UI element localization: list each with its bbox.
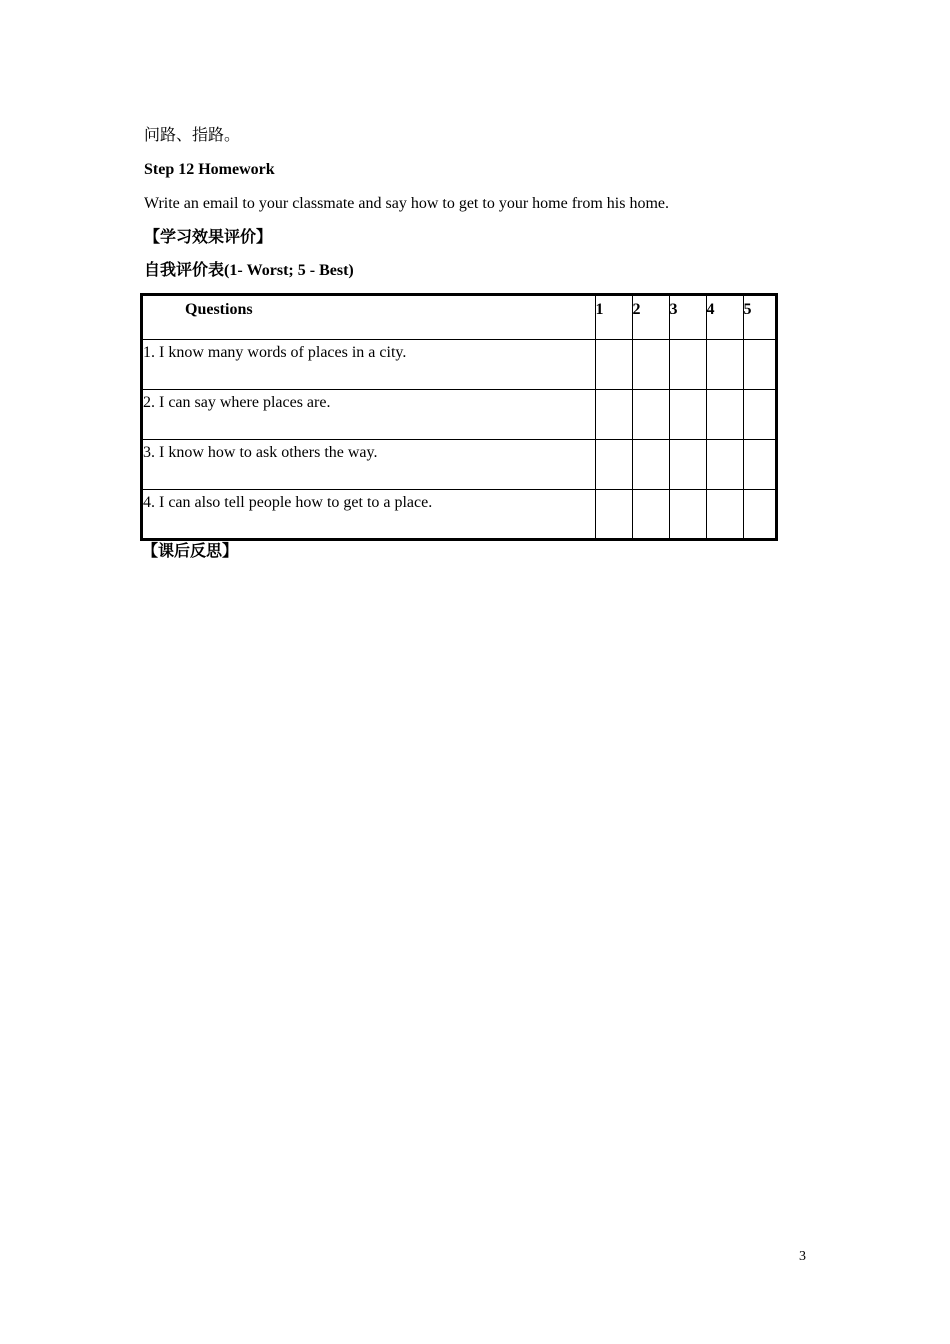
score-header-4: 4: [706, 295, 743, 339]
question-cell: 1. I know many words of places in a city.: [142, 339, 595, 389]
score-cell[interactable]: [632, 389, 669, 439]
score-cell[interactable]: [743, 489, 776, 539]
score-cell[interactable]: [706, 439, 743, 489]
score-cell[interactable]: [632, 339, 669, 389]
score-header-1: 1: [595, 295, 632, 339]
score-cell[interactable]: [669, 489, 706, 539]
step-heading: Step 12 Homework: [144, 161, 275, 178]
score-cell[interactable]: [632, 439, 669, 489]
score-cell[interactable]: [706, 489, 743, 539]
question-cell: 3. I know how to ask others the way.: [142, 439, 595, 489]
table-row: [142, 389, 776, 439]
score-cell[interactable]: [595, 439, 632, 489]
score-cell[interactable]: [669, 339, 706, 389]
homework-text: Write an email to your classmate and say how to get to your home from his home.: [144, 195, 670, 212]
question-cell: 2. I can say where places are.: [142, 389, 595, 439]
score-cell[interactable]: [706, 339, 743, 389]
score-header-5: 5: [743, 295, 776, 339]
score-cell[interactable]: [706, 389, 743, 439]
score-cell[interactable]: [632, 489, 669, 539]
score-cell[interactable]: [743, 389, 776, 439]
reflection-heading: 【课后反思】: [142, 543, 239, 560]
table-row: [142, 489, 776, 539]
score-header-2: 2: [632, 295, 669, 339]
questions-header: Questions: [142, 295, 595, 339]
question-cell: 4. I can also tell people how to get to a place.: [142, 489, 595, 539]
self-eval-title: 自我评价表(1- Worst; 5 - Best): [144, 262, 354, 279]
self-evaluation-table: [141, 294, 777, 540]
page-number: 3: [799, 1249, 806, 1264]
intro-line: 问路、指路。: [144, 127, 241, 144]
table-row: [142, 439, 776, 489]
table-header-row: [142, 295, 776, 339]
score-cell[interactable]: [743, 439, 776, 489]
score-cell[interactable]: [743, 339, 776, 389]
evaluation-heading: 【学习效果评价】: [144, 229, 273, 246]
table-row: [142, 339, 776, 389]
score-cell[interactable]: [669, 439, 706, 489]
score-cell[interactable]: [595, 339, 632, 389]
score-cell[interactable]: [595, 389, 632, 439]
score-cell[interactable]: [595, 489, 632, 539]
score-cell[interactable]: [669, 389, 706, 439]
score-header-3: 3: [669, 295, 706, 339]
